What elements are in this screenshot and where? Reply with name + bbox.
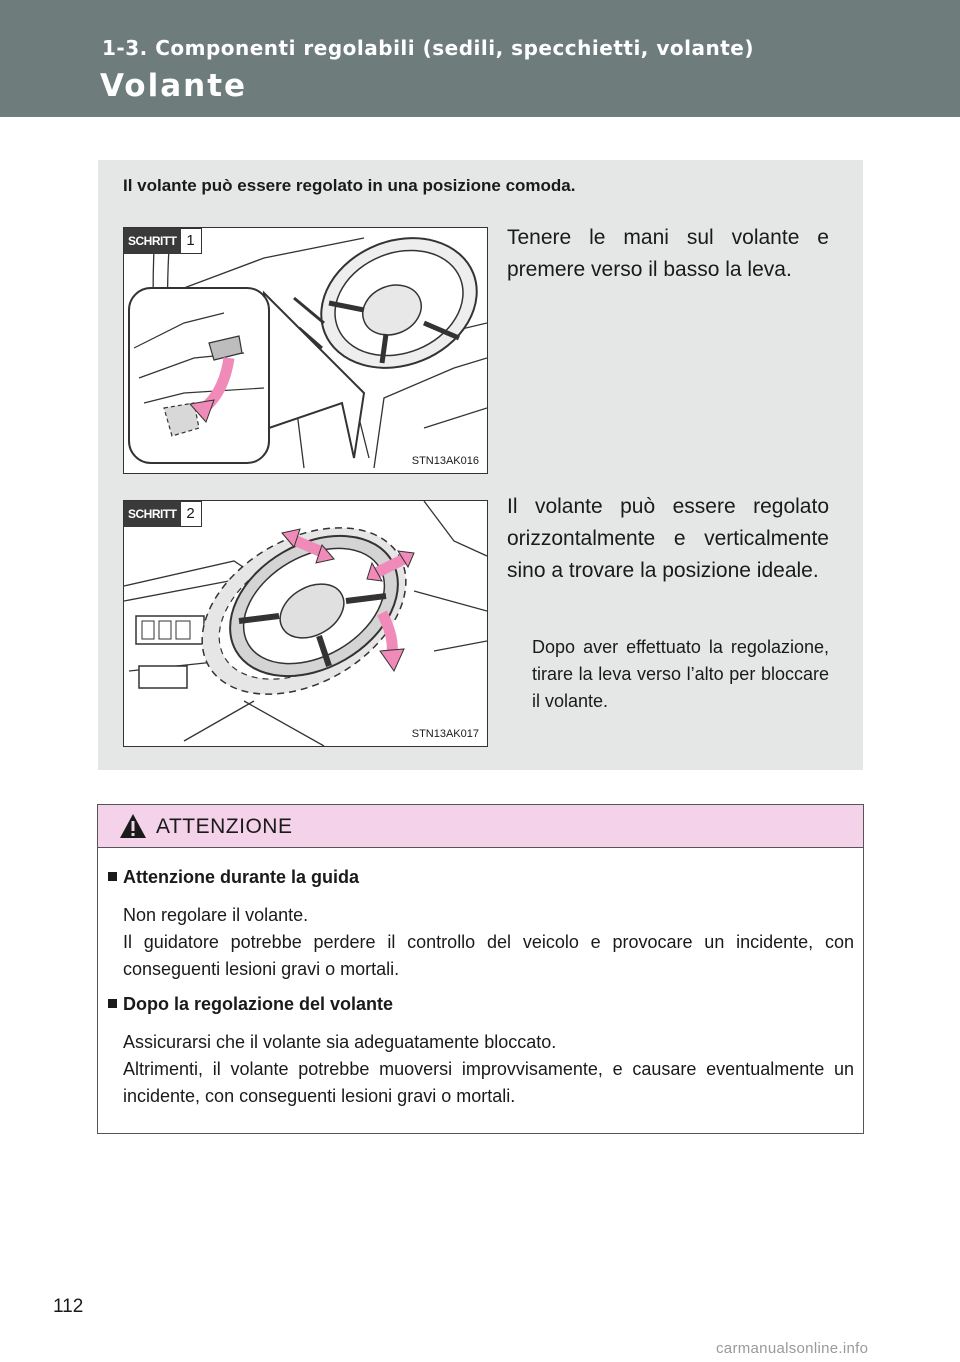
step-1-text: Tenere le mani sul volante e premere verso il basso la leva. xyxy=(507,226,829,281)
intro-text: Il volante può essere regolato in una posizione comoda. xyxy=(123,176,576,195)
watermark: carmanualsonline.info xyxy=(716,1340,869,1357)
warning-triangle-icon xyxy=(119,813,147,839)
section-label: 1-3. Componenti regolabili (sedili, specchietti, volante) xyxy=(102,36,754,60)
warning-item-text: Non regolare il volante. Il guidatore potrebbe perdere il controllo del veicolo e provocare un incidente, con conseguenti lesioni gravi o mortali. xyxy=(123,905,854,979)
figure-code: STN13AK017 xyxy=(411,728,479,740)
warning-header xyxy=(98,805,863,848)
step-badge xyxy=(124,228,202,254)
step-badge-label: SCHRITT xyxy=(124,501,181,527)
step-2-note: Dopo aver effettuato la regolazione, tirare la leva verso l’alto per bloccare il volante. xyxy=(532,637,829,711)
wheel-adjustment-drawing xyxy=(124,501,487,746)
step-number: 2 xyxy=(181,501,202,527)
warning-title: ATTENZIONE xyxy=(156,815,293,838)
page-number: 112 xyxy=(53,1296,84,1317)
warning-item-heading: Attenzione durante la guida xyxy=(108,867,359,888)
illustration-lever-release xyxy=(123,227,488,474)
illustration-wheel-adjustment xyxy=(123,500,488,747)
page-header xyxy=(0,0,960,117)
step-badge-label: SCHRITT xyxy=(124,228,181,254)
step-2-text: Il volante può essere regolato orizzontalmente e verticalmente sino a trovare la posizione ideale. xyxy=(507,495,829,582)
warning-item-text: Assicurarsi che il volante sia adeguatamente bloccato. Altrimenti, il volante potrebbe muoversi improvvisamente, e causare eventualmente un incidente, con conseguenti lesioni gravi o mortali. xyxy=(123,1032,854,1106)
figure-code: STN13AK016 xyxy=(411,455,479,467)
page-title: Volante xyxy=(100,68,248,104)
bullet-square-icon xyxy=(108,999,117,1008)
step-number: 1 xyxy=(181,228,202,254)
step-badge xyxy=(124,501,202,527)
lever-release-drawing xyxy=(124,228,487,473)
warning-item-heading: Dopo la regolazione del volante xyxy=(108,994,393,1015)
bullet-square-icon xyxy=(108,872,117,881)
warning-box xyxy=(97,804,864,1134)
